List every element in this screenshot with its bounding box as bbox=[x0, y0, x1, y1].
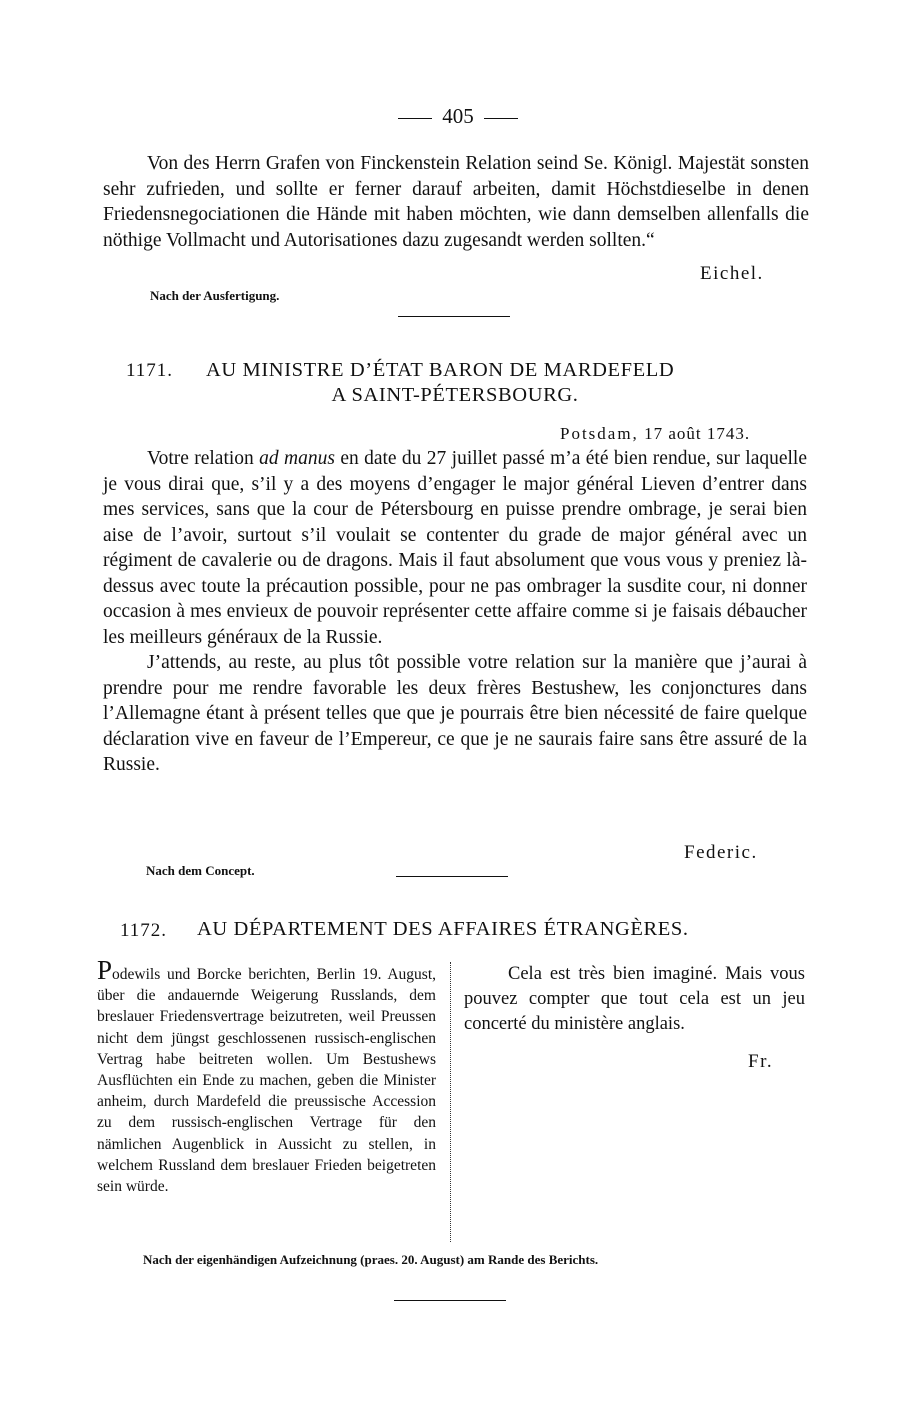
separator-rule-3 bbox=[394, 1300, 506, 1301]
paragraph-1-italic: ad manus bbox=[259, 448, 335, 469]
letter-title-1171-line1: AU MINISTRE D’ÉTAT BARON DE MARDEFELD bbox=[206, 359, 675, 381]
column-separator bbox=[450, 962, 451, 1242]
dateline-date: 17 août 1743. bbox=[644, 424, 751, 443]
dateline-place: Potsdam, bbox=[560, 424, 639, 443]
signature-fr: Fr. bbox=[748, 1051, 774, 1072]
page-number-header bbox=[378, 104, 538, 129]
paragraph-1-rest: en date du 27 juillet passé m’a été bien rendue, sur laquelle je vous dirai que, s’il y a des moyens d’engager le major général Lieven d’entrer dans mes services, sans que la cour de Pétersbourg en puisse prendre ombrage, je serai bien aise de l’avoir, surtout s’il voulait se contenter du grade de major général avec un régiment de cavalerie ou de dragons. Mais il faut absolument que vous vous y preniez là-dessus avec toute la précaution possible, pour ne pas ombrager la susdite cour, ni donner occasion à mes envieux de pouvoir représenter cette affaire comme si je faisais débaucher les meilleurs généraux de la Russie. bbox=[103, 448, 808, 648]
source-note-1: Nach der Ausfertigung. bbox=[150, 288, 280, 303]
source-note-3: Nach der eigenhändigen Aufzeichnung (praes. 20. August) am Rande des Berichts. bbox=[143, 1252, 599, 1267]
continuation-paragraph bbox=[103, 151, 809, 253]
signature-eichel: Eichel. bbox=[700, 263, 764, 284]
dash-right bbox=[484, 118, 518, 119]
separator-rule-1 bbox=[398, 316, 510, 317]
letter-paragraph-2: J’attends, au reste, au plus tôt possible votre relation sur la manière que j’aurai à prendre pour me rendre favorable les deux frères Bestushew, les conjonctures dans l’Allemagne étant à présent telles que que je pourrais être bien nécessité de faire quelque déclaration vive en faveur de l’Empereur, ce que je ne saurais faire sans être assuré de la Russie. bbox=[103, 652, 807, 775]
report-summary-column bbox=[97, 955, 436, 1197]
dateline-1171 bbox=[560, 424, 750, 444]
dash-left bbox=[398, 118, 432, 119]
letter-title-1171-line2: A SAINT-PÉTERSBOURG. bbox=[331, 384, 579, 406]
letter-number-1172: 1172. bbox=[120, 920, 168, 941]
royal-reply-text: Cela est très bien imaginé. Mais vous pouvez compter que tout cela est un jeu concerté du ministère anglais. bbox=[464, 964, 805, 1034]
letter-title-1172: AU DÉPARTEMENT DES AFFAIRES ÉTRANGÈRES. bbox=[197, 918, 689, 940]
signature-federic: Federic. bbox=[684, 842, 758, 863]
paragraph-1-start: Votre relation bbox=[147, 448, 260, 469]
letter-paragraph-1 bbox=[103, 446, 807, 650]
separator-rule-2 bbox=[396, 876, 508, 877]
royal-reply-column bbox=[464, 962, 805, 1037]
source-note-2: Nach dem Concept. bbox=[146, 863, 255, 878]
continuation-text: Von des Herrn Grafen von Finckenstein Relation seind Se. Königl. Majestät sonsten sehr zufrieden, und sollte er ferner darauf arbeiten, damit Höchstdieselbe in denen Friedensnegociationen die Hände mit haben möchten, wie dann demselben allenfalls die nöthige Vollmacht und Autorisationes dazu zugesandt werden sollten.“ bbox=[103, 153, 809, 251]
page-number: 405 bbox=[442, 104, 474, 128]
letter-number-1171: 1171. bbox=[126, 360, 174, 381]
letter-body-1171 bbox=[103, 446, 807, 778]
report-summary-text: Podewils und Borcke berichten, Berlin 19. August, über die andauernde Weigerung Russlands, dem breslauer Friedensvertrage beizutreten, weil Preussen nicht dem jüngst geschlossenen russisch-englischen Vertrag habe beitreten wollen. Um Bestushews Ausflüchten ein Ende zu machen, geben die Minister anheim, durch Mardefeld die preussische Accession zu dem russisch-englischen Vertrage für den nämlichen Augenblick in Aussicht zu stellen, in welchem Russland dem breslauer Frieden beigetreten sein würde. bbox=[97, 955, 436, 1196]
